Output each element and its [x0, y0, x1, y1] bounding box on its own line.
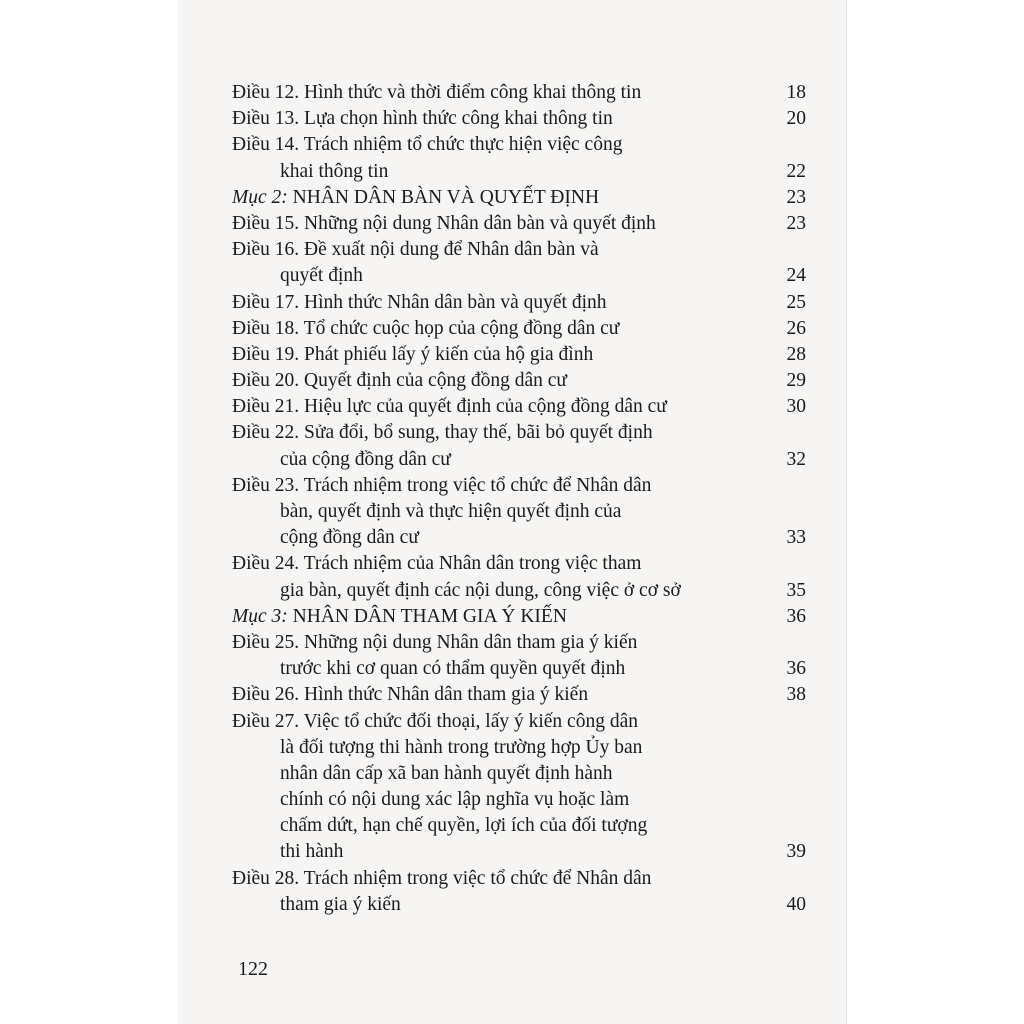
toc-page-number: 36 [786, 658, 806, 680]
toc-page-number: 20 [786, 108, 806, 130]
toc-page-number: 35 [786, 579, 806, 601]
toc-line: Điều 19. Phát phiếu lấy ý kiến của hộ gia đình [232, 343, 594, 365]
toc-line: Điều 16. Đề xuất nội dung để Nhân dân bàn và [232, 239, 599, 261]
toc-line: gia bàn, quyết định các nội dung, công việc ở cơ sở [280, 579, 681, 601]
toc-line: thi hành [280, 841, 344, 863]
toc-entry-title [232, 866, 770, 918]
toc-line: cộng đồng dân cư [280, 527, 419, 549]
toc-page-number: 39 [786, 841, 806, 863]
toc-entry [232, 211, 806, 237]
table-of-contents [232, 80, 806, 918]
section-title: NHÂN DÂN THAM GIA Ý KIẾN [292, 605, 567, 627]
toc-line: Điều 15. Những nội dung Nhân dân bàn và quyết định [232, 212, 656, 234]
toc-line: Điều 23. Trách nhiệm trong việc tổ chức để Nhân dân [232, 474, 652, 496]
toc-line: quyết định [280, 265, 363, 287]
toc-line: nhân dân cấp xã ban hành quyết định hành [280, 762, 613, 784]
toc-line: Điều 28. Trách nhiệm trong việc tổ chức để Nhân dân [232, 867, 652, 889]
toc-entry [232, 551, 806, 603]
toc-entry [232, 290, 806, 316]
toc-entry [232, 80, 806, 106]
toc-line: Điều 14. Trách nhiệm tổ chức thực hiện việc công [232, 134, 623, 156]
toc-page-number: 26 [786, 317, 806, 339]
toc-line: chấm dứt, hạn chế quyền, lợi ích của đối tượng [280, 815, 648, 837]
toc-line: tham gia ý kiến [280, 893, 401, 915]
toc-line: là đối tượng thi hành trong trường hợp Ủy ban [280, 736, 643, 758]
toc-line: Điều 24. Trách nhiệm của Nhân dân trong việc tham [232, 553, 642, 575]
toc-page-number: 36 [786, 605, 806, 627]
toc-page-number: 28 [786, 343, 806, 365]
toc-entry [232, 420, 806, 472]
toc-line: Điều 26. Hình thức Nhân dân tham gia ý kiến [232, 684, 589, 706]
toc-line: chính có nội dung xác lập nghĩa vụ hoặc làm [280, 789, 630, 811]
toc-entry [232, 866, 806, 918]
toc-entry-title [232, 551, 770, 603]
toc-line: của cộng đồng dân cư [280, 448, 451, 470]
toc-entry-title [232, 368, 770, 394]
toc-entry [232, 106, 806, 132]
toc-entry-title [232, 185, 770, 211]
toc-entry-title [232, 709, 770, 866]
toc-line [232, 604, 760, 630]
toc-entry-title [232, 604, 770, 630]
toc-entry-title [232, 106, 770, 132]
toc-page-number: 29 [786, 370, 806, 392]
toc-page-number: 24 [786, 265, 806, 287]
toc-entry [232, 709, 806, 866]
toc-entry-title [232, 290, 770, 316]
toc-page-number: 38 [786, 684, 806, 706]
toc-entry-title [232, 316, 770, 342]
toc-entry-title [232, 80, 770, 106]
toc-entry-title [232, 342, 770, 368]
page-number: 122 [238, 958, 268, 980]
toc-page-number: 32 [786, 448, 806, 470]
toc-entry-title [232, 630, 770, 682]
toc-section-heading [232, 185, 806, 211]
toc-page-number: 25 [786, 291, 806, 313]
toc-line: trước khi cơ quan có thẩm quyền quyết định [280, 658, 626, 680]
toc-line: Điều 20. Quyết định của cộng đồng dân cư [232, 370, 567, 392]
toc-entry-title [232, 394, 770, 420]
toc-entry [232, 368, 806, 394]
toc-line: khai thông tin [280, 160, 389, 182]
toc-page-number: 40 [786, 893, 806, 915]
toc-entry [232, 316, 806, 342]
toc-line: Điều 27. Việc tổ chức đối thoại, lấy ý kiến công dân [232, 710, 638, 732]
toc-entry-title [232, 682, 770, 708]
toc-page-number: 22 [786, 160, 806, 182]
toc-line: Điều 13. Lựa chọn hình thức công khai thông tin [232, 108, 613, 130]
toc-entry [232, 237, 806, 289]
section-label: Mục 3: [232, 605, 288, 627]
toc-line: Điều 18. Tổ chức cuộc họp của cộng đồng dân cư [232, 317, 620, 339]
toc-entry [232, 682, 806, 708]
toc-line [232, 185, 760, 211]
toc-entry-title [232, 132, 770, 184]
toc-line: Điều 12. Hình thức và thời điểm công khai thông tin [232, 82, 642, 103]
toc-entry [232, 630, 806, 682]
toc-page-number: 33 [786, 527, 806, 549]
toc-entry-title [232, 237, 770, 289]
toc-entry [232, 473, 806, 552]
toc-entry-title [232, 473, 770, 552]
toc-page-number: 23 [786, 186, 806, 208]
toc-section-heading [232, 604, 806, 630]
toc-page-number: 30 [786, 396, 806, 418]
toc-entry-title [232, 420, 770, 472]
toc-line: Điều 22. Sửa đổi, bổ sung, thay thế, bãi bỏ quyết định [232, 422, 653, 444]
toc-page-number: 18 [786, 82, 806, 103]
toc-line: bàn, quyết định và thực hiện quyết định của [280, 501, 622, 522]
toc-line: Điều 25. Những nội dung Nhân dân tham gia ý kiến [232, 631, 638, 653]
section-label: Mục 2: [232, 186, 288, 208]
toc-line: Điều 17. Hình thức Nhân dân bàn và quyết định [232, 291, 607, 313]
section-title: NHÂN DÂN BÀN VÀ QUYẾT ĐỊNH [292, 186, 600, 208]
toc-page-number: 23 [786, 212, 806, 234]
toc-entry [232, 132, 806, 184]
toc-entry [232, 342, 806, 368]
toc-entry-title [232, 211, 770, 237]
toc-entry [232, 394, 806, 420]
toc-line: Điều 21. Hiệu lực của quyết định của cộng đồng dân cư [232, 396, 667, 418]
